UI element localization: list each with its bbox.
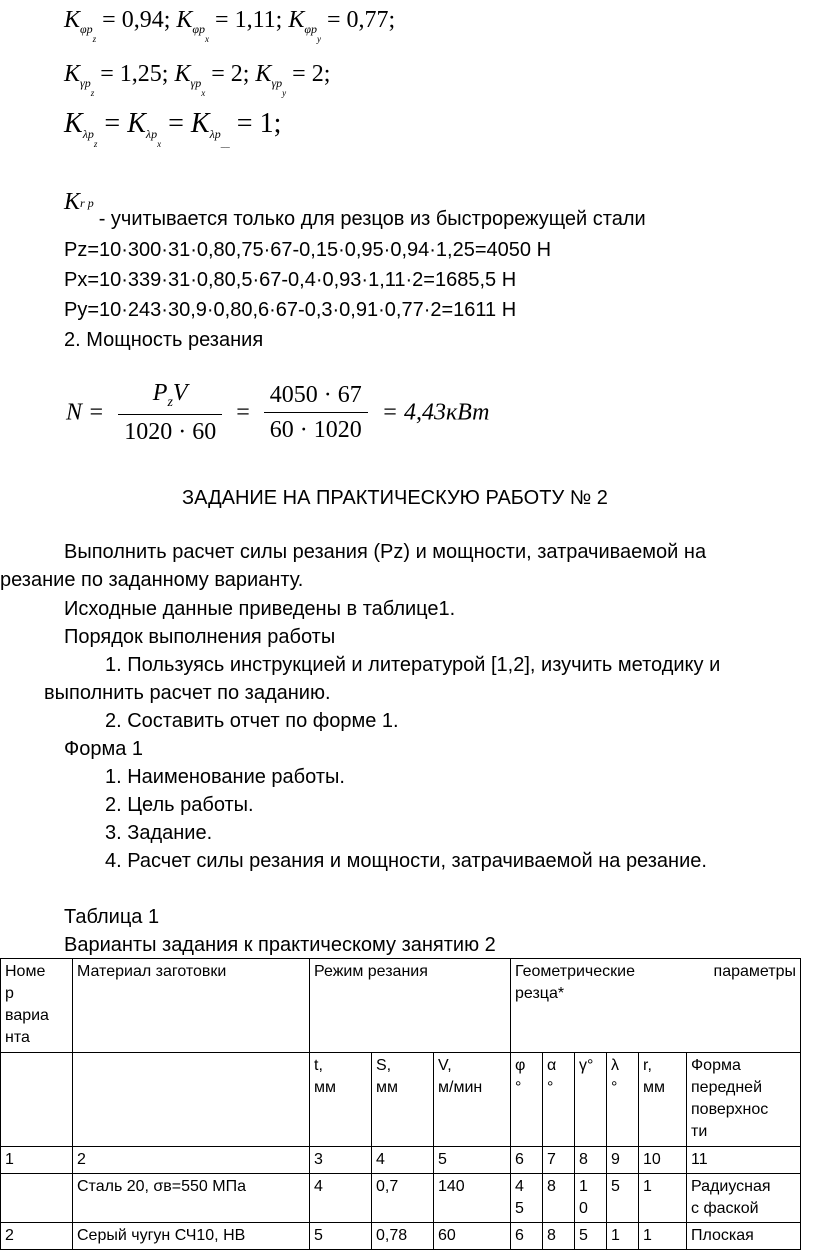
- table-number-row: 1 2 3 4 5 6 7 8 9 10 11: [1, 1147, 801, 1174]
- subheader-r: r, мм: [639, 1053, 687, 1147]
- table-caption: Варианты задания к практическому занятию 2: [64, 934, 496, 956]
- variants-table: [0, 958, 801, 1250]
- fraction-1-den: 1020 · 60: [124, 419, 217, 445]
- k-phi-pz-value: = 0,94;: [102, 7, 171, 33]
- table-subheader-row: [1, 1053, 801, 1147]
- subheader-phi: φ °: [511, 1053, 543, 1147]
- py-line: Py=10·243·30,9·0,80,6·67-0,3·0,91·0,77·2=1611 Н: [64, 299, 517, 321]
- subheader-t: t, мм: [310, 1053, 372, 1147]
- subheader-lambda: λ °: [607, 1053, 639, 1147]
- coef-line-1: $K_{\varphi р_z} = 0,94$; $K_{\varphi р_x} = 1,11$; $K_{\varphi р_y} = 0,77$;: [64, 7, 396, 44]
- fraction-2: [264, 380, 368, 445]
- subheader-v: V, м/мин: [434, 1053, 511, 1147]
- k-gamma-px-value: = 2;: [211, 61, 250, 87]
- table-row: 2 Серый чугун СЧ10, НВ 5 0,78 60 6 8 5 1 1 Плоская: [1, 1223, 801, 1250]
- task-p1-b: резание по заданному варианту.: [0, 569, 304, 591]
- formula-rhs: = 4,43кВт: [381, 399, 490, 426]
- task-p2: Исходные данные приведены в таблице1.: [64, 598, 456, 620]
- header-variant: Номе р вариа нта: [1, 959, 73, 1053]
- form-item-3: 3. Задание.: [105, 822, 213, 844]
- kr-note: Kr р - учитывается только для резцов из быстрорежущей стали: [64, 189, 646, 230]
- fraction-2-num: 4050 · 67: [264, 380, 368, 413]
- task-title: ЗАДАНИЕ НА ПРАКТИЧЕСКУЮ РАБОТУ № 2: [182, 487, 608, 509]
- form-item-4: 4. Расчет силы резания и мощности, затрачиваемой на резание.: [105, 850, 707, 872]
- table-row: Сталь 20, σв=550 МПа 4 0,7 140 4 5 8 1 0 5 1 Радиусная с фаской: [1, 1174, 801, 1223]
- subheader-form: Форма передней поверхнос ти: [687, 1053, 801, 1147]
- k-gamma-pz-value: = 1,25;: [100, 61, 169, 87]
- header-mode: Режим резания: [310, 959, 511, 1053]
- px-line: Px=10·339·31·0,80,5·67-0,4·0,93·1,11·2=1685,5 Н: [64, 269, 517, 291]
- form-heading: Форма 1: [64, 738, 144, 760]
- coef-line-2: $K_{\gamma р_z} = 1,25$; $K_{\gamma р_x} = 2$; $K_{\gamma р_y} = 2$;: [64, 61, 331, 98]
- fraction-2-den: 60 · 1020: [269, 417, 362, 443]
- header-geometry: Геометрические параметры резца*: [511, 959, 801, 1053]
- fraction-1-num: $P_zV$: [118, 378, 222, 415]
- k-lambda-value: = 1;: [236, 108, 282, 139]
- table-label: Таблица 1: [64, 906, 160, 928]
- kr-note-text: - учитывается только для резцов из быстрорежущей стали: [98, 208, 646, 230]
- k-gamma-py-value: = 2;: [292, 61, 331, 87]
- task-step-2: 2. Составить отчет по форме 1.: [105, 710, 399, 732]
- k-sub-phi: φрz: [80, 22, 97, 44]
- row-material: Сталь 20, σв=550 МПа: [73, 1174, 310, 1223]
- task-step-1-b: выполнить расчет по заданию.: [44, 682, 331, 704]
- form-item-2: 2. Цель работы.: [105, 794, 254, 816]
- fraction-1: [118, 378, 222, 447]
- task-p3: Порядок выполнения работы: [64, 626, 336, 648]
- coef-line-3: $K_{\lambda р_z} = K_{\lambda р_x} = K_{\lambda р_{\_\_}} = 1$;: [64, 108, 282, 149]
- subheader-s: S, мм: [372, 1053, 434, 1147]
- k-phi-px-value: = 1,11;: [215, 7, 283, 33]
- formula-lhs: N =: [66, 399, 105, 426]
- subheader-gamma: γ°: [575, 1053, 607, 1147]
- table-header-row: [1, 959, 801, 1053]
- form-item-1: 1. Наименование работы.: [105, 766, 345, 788]
- task-step-1-a: 1. Пользуясь инструкцией и литературой [1,2], изучить методику и: [105, 654, 721, 676]
- row-material: Серый чугун СЧ10, НВ: [73, 1223, 310, 1250]
- subheader-alpha: α °: [543, 1053, 575, 1147]
- power-heading: 2. Мощность резания: [64, 329, 264, 351]
- header-material: Материал заготовки: [73, 959, 310, 1053]
- power-formula: N = $\frac{P_zV}{1020 \cdot 60}$ = $\frac{4050 \cdot 67}{60 \cdot 1020}$ = 4,43кВт: [66, 380, 490, 445]
- task-p1-a: Выполнить расчет силы резания (Pz) и мощности, затрачиваемой на: [64, 541, 707, 563]
- pz-line: Pz=10·300·31·0,80,75·67-0,15·0,95·0,94·1,25=4050 Н: [64, 239, 552, 261]
- k-symbol: K: [64, 7, 81, 33]
- k-phi-py-value: = 0,77;: [327, 7, 396, 33]
